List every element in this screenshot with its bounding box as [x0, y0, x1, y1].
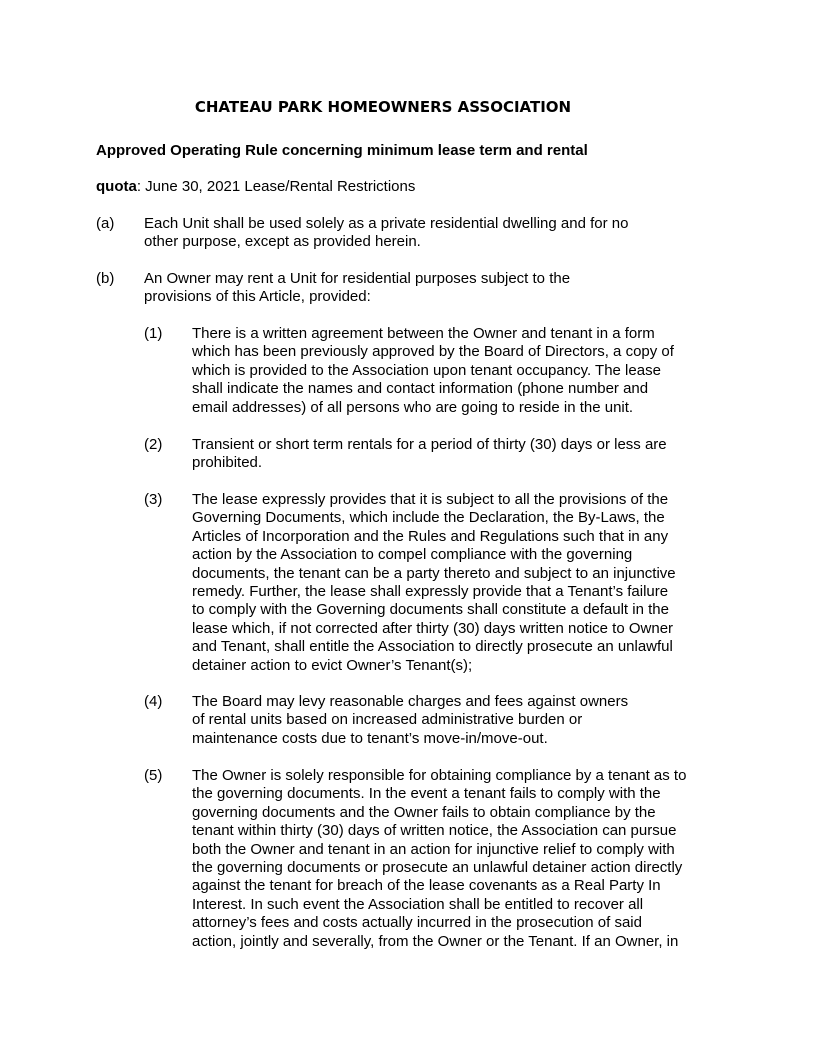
dateline-text: : June 30, 2021 Lease/Rental Restrictions [136, 178, 416, 195]
rule-dateline [96, 178, 415, 196]
subsection-4-text: The Board may levy reasonable charges and fees against owners of rental units based on increased administrative burden or maintenance costs due to tenant’s move-in/move-out. [192, 693, 629, 747]
rule-subtitle: Approved Operating Rule concerning minimum lease term and rental [96, 142, 588, 159]
subsection-1-label: (1) [144, 325, 163, 342]
subsection-2-label: (2) [144, 436, 163, 453]
subsection-5-label: (5) [144, 767, 163, 784]
page-title: CHATEAU PARK HOMEOWNERS ASSOCIATION [194, 98, 572, 116]
subsection-5-text: The Owner is solely responsible for obtaining compliance by a tenant as to the governing documents. In the event a tenant fails to comply with the governing documents and the Owner fails to obtain compliance by the tenant within thirty (30) days of written notice, the Association can pursue both the Owner and tenant in an action for injunctive relief to comply with the governing documents or prosecute an unlawful detainer action directly against the tenant for breach of the lease covenants as a Real Party In Interest. In such event the Association shall be entitled to recover all attorney’s fees and costs actually incurred in the prosecution of said action, jointly and severally, from the Owner or the Tenant. If an Owner, in [192, 767, 687, 950]
dateline-bold: quota [96, 178, 137, 195]
section-a-text: Each Unit shall be used solely as a private residential dwelling and for no other purpose, except as provided herein. [144, 215, 629, 251]
subsection-4-label: (4) [144, 693, 163, 710]
subsection-3-text: The lease expressly provides that it is subject to all the provisions of the Governing Documents, which include the Declaration, the By-Laws, the Articles of Incorporation and the Rules and Regulations such that in any action by the Association to compel compliance with the governing documents, the tenant can be a party thereto and subject to an injunctive remedy. Further, the lease shall expressly provide that a Tenant’s failure to comply with the Governing documents shall constitute a default in the lease which, if not corrected after thirty (30) days written notice to Owner and Tenant, shall entitle the Association to directly prosecute an unlawful detainer action to evict Owner’s Tenant(s); [192, 491, 676, 674]
section-a-label: (a) [96, 215, 115, 232]
subsection-3-label: (3) [144, 491, 163, 508]
subsection-1-text: There is a written agreement between the Owner and tenant in a form which has been previously approved by the Board of Directors, a copy of which is provided to the Association upon tenant occupancy. The lease shall indicate the names and contact information (phone number and email addresses) of all persons who are going to reside in the unit. [192, 325, 674, 416]
subsection-2-text: Transient or short term rentals for a period of thirty (30) days or less are prohibited. [192, 436, 667, 472]
section-b-text: An Owner may rent a Unit for residential purposes subject to the provisions of this Article, provided: [144, 270, 571, 306]
section-b-label: (b) [96, 270, 115, 287]
